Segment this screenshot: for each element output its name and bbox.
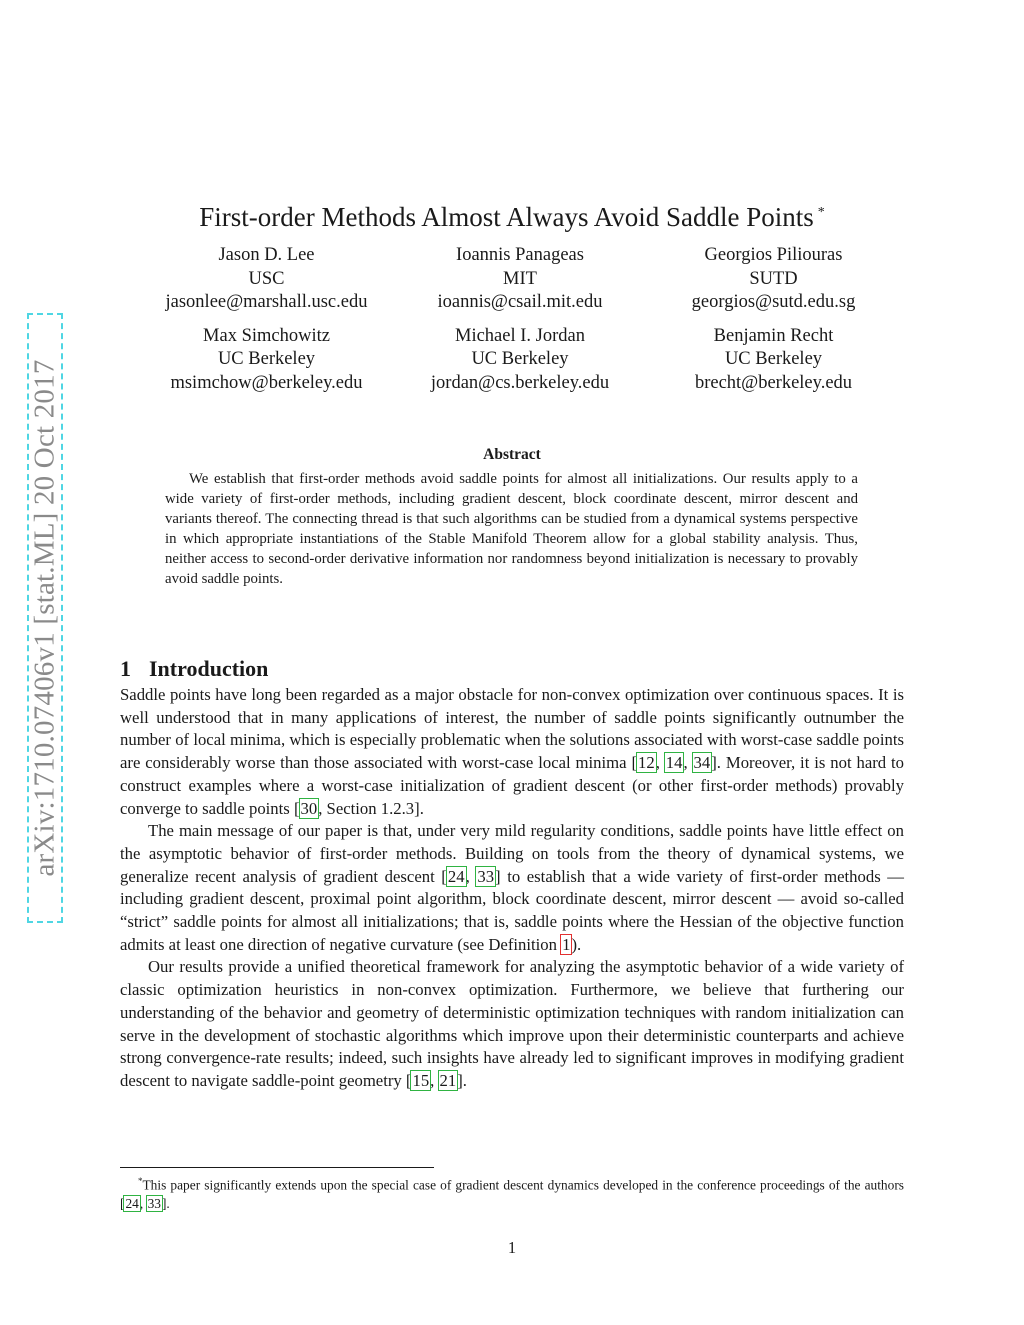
citation-link[interactable]: 33 — [477, 866, 495, 886]
citation-link[interactable]: 12 — [638, 753, 655, 773]
text-run: ]. — [161, 1196, 170, 1212]
author-email: msimchow@berkeley.edu — [170, 372, 363, 393]
citation-link[interactable]: 24 — [447, 866, 465, 886]
section-heading — [120, 656, 268, 682]
author-card — [394, 325, 647, 396]
author-name: Jason D. Lee — [218, 245, 315, 265]
author-card — [140, 325, 393, 396]
author-row — [140, 325, 900, 396]
author-email: jasonlee@marshall.usc.edu — [165, 292, 368, 312]
text-run: This paper significantly extends upon the special case of gradient descent dynamics developed in the conference proceedings of the authors [ — [120, 1177, 904, 1212]
author-affiliation: MIT — [503, 268, 537, 289]
author-email: georgios@sutd.edu.sg — [691, 292, 856, 312]
arxiv-stamp — [27, 313, 63, 923]
text-run: , — [683, 753, 693, 773]
text-run: The main message of our paper is that, under very mild regularity conditions, saddle points have little effect on the asymptotic behavior of first-order methods. Building on tools from the theory of dynamical systems, we generalize recent analysis of gradient descent [ — [120, 821, 904, 886]
text-run: ). — [571, 934, 582, 954]
citation-link[interactable]: 21 — [439, 1070, 457, 1090]
paragraph — [120, 820, 904, 956]
text-run: , — [465, 866, 477, 886]
author-email: jordan@cs.berkeley.edu — [430, 372, 610, 393]
author-affiliation: UC Berkeley — [471, 349, 569, 369]
paper-title-text: First-order Methods Almost Always Avoid Saddle Points — [199, 202, 814, 233]
footnote-mark: * — [138, 1176, 143, 1186]
paragraph — [120, 956, 904, 1092]
text-run: , — [139, 1196, 147, 1212]
author-affiliation: USC — [248, 268, 285, 289]
author-card — [394, 244, 647, 315]
author-row — [140, 244, 900, 315]
author-name: Georgios Piliouras — [704, 245, 843, 265]
section-title: Introduction — [149, 656, 269, 682]
abstract-text: We establish that first-order methods avoid saddle points for almost all initializations. Our results apply to a wide variety of first-order methods, including gradient descent, block coordinate descent, mirror descent and variants thereof. The connecting thread is that such algorithms can be studied from a dynamical systems perspective in which appropriate instantiations of the Stable Manifold Theorem allow for a global stability analysis. Thus, neither access to second-order derivative information nor randomness beyond initialization is necessary to provably avoid saddle points. — [165, 471, 858, 587]
author-affiliation: SUTD — [749, 268, 798, 289]
author-email: ioannis@csail.mit.edu — [437, 292, 603, 312]
text-run: ]. — [457, 1070, 467, 1090]
author-name: Michael I. Jordan — [455, 325, 585, 346]
arxiv-stamp-text: arXiv:1710.07406v1 [stat.ML] 20 Oct 2017 — [28, 359, 61, 877]
title-footnote-mark: * — [817, 205, 825, 221]
citation-link[interactable]: 30 — [300, 798, 318, 818]
author-card — [140, 244, 393, 315]
author-name: Max Simchowitz — [203, 325, 330, 346]
page-number: 1 — [507, 1238, 517, 1257]
text-run: , Section 1.2.3]. — [318, 798, 424, 818]
citation-link[interactable]: 34 — [693, 753, 711, 773]
text-run: Our results provide a unified theoretical framework for analyzing the asymptotic behavior of a wide variety of classic optimization heuristics in non-convex optimization. Furthermore, we believe that furthering our understanding of the behavior and geometry of deterministic optimization techniques with random initialization can serve in the development of stochastic algorithms which improve upon their deterministic counterparts and achieve strong convergence-rate results; indeed, such insights have already led to significant improves in modifying gradient descent to navigate saddle-point geometry [ — [120, 957, 904, 1090]
author-card — [647, 325, 900, 396]
text-run: ] to establish that a wide variety of first-order methods — including gradient descent, proximal point algorithm, block coordinate descent, mirror descent — avoid so-called “strict” saddle points for almost all initializations; that is, saddle points where the Hessian of the objective function admits at least one direction of negative curvature (see Definition — [120, 866, 904, 954]
text-run: , — [655, 753, 665, 773]
paragraph — [120, 684, 904, 820]
text-run: Saddle points have long been regarded as a major obstacle for non-convex optimization over continuous spaces. It is well understood that in many applications of interest, the number of saddle points significantly outnumber the number of local minima, which is especially problematic when the solutions associated with worst-case saddle points are considerably worse than those associated with worst-case local minima [ — [120, 685, 904, 773]
author-name: Ioannis Panageas — [456, 245, 584, 265]
citation-link[interactable]: 24 — [125, 1196, 139, 1212]
definition-link[interactable]: 1 — [562, 934, 571, 954]
citation-link[interactable]: 15 — [412, 1070, 430, 1090]
text-run: ]. Moreover, it is not hard to construct examples where a worst-case initialization of gradient descent (or other first-order methods) provably converge to saddle points [ — [120, 753, 905, 818]
author-affiliation: UC Berkeley — [724, 349, 823, 369]
citation-link[interactable]: 14 — [665, 753, 683, 773]
section-number: 1 — [120, 656, 131, 682]
paper-title — [120, 202, 904, 233]
footnote-rule — [120, 1167, 434, 1168]
author-block — [140, 244, 900, 405]
author-affiliation: UC Berkeley — [217, 349, 316, 369]
citation-link[interactable]: 33 — [147, 1196, 161, 1212]
text-run: , — [430, 1070, 439, 1090]
author-email: brecht@berkeley.edu — [694, 372, 853, 393]
footnote — [120, 1172, 904, 1213]
abstract-heading: Abstract — [483, 446, 541, 463]
author-card — [647, 244, 900, 315]
intro-body — [120, 684, 904, 1093]
author-name: Benjamin Recht — [713, 325, 834, 346]
